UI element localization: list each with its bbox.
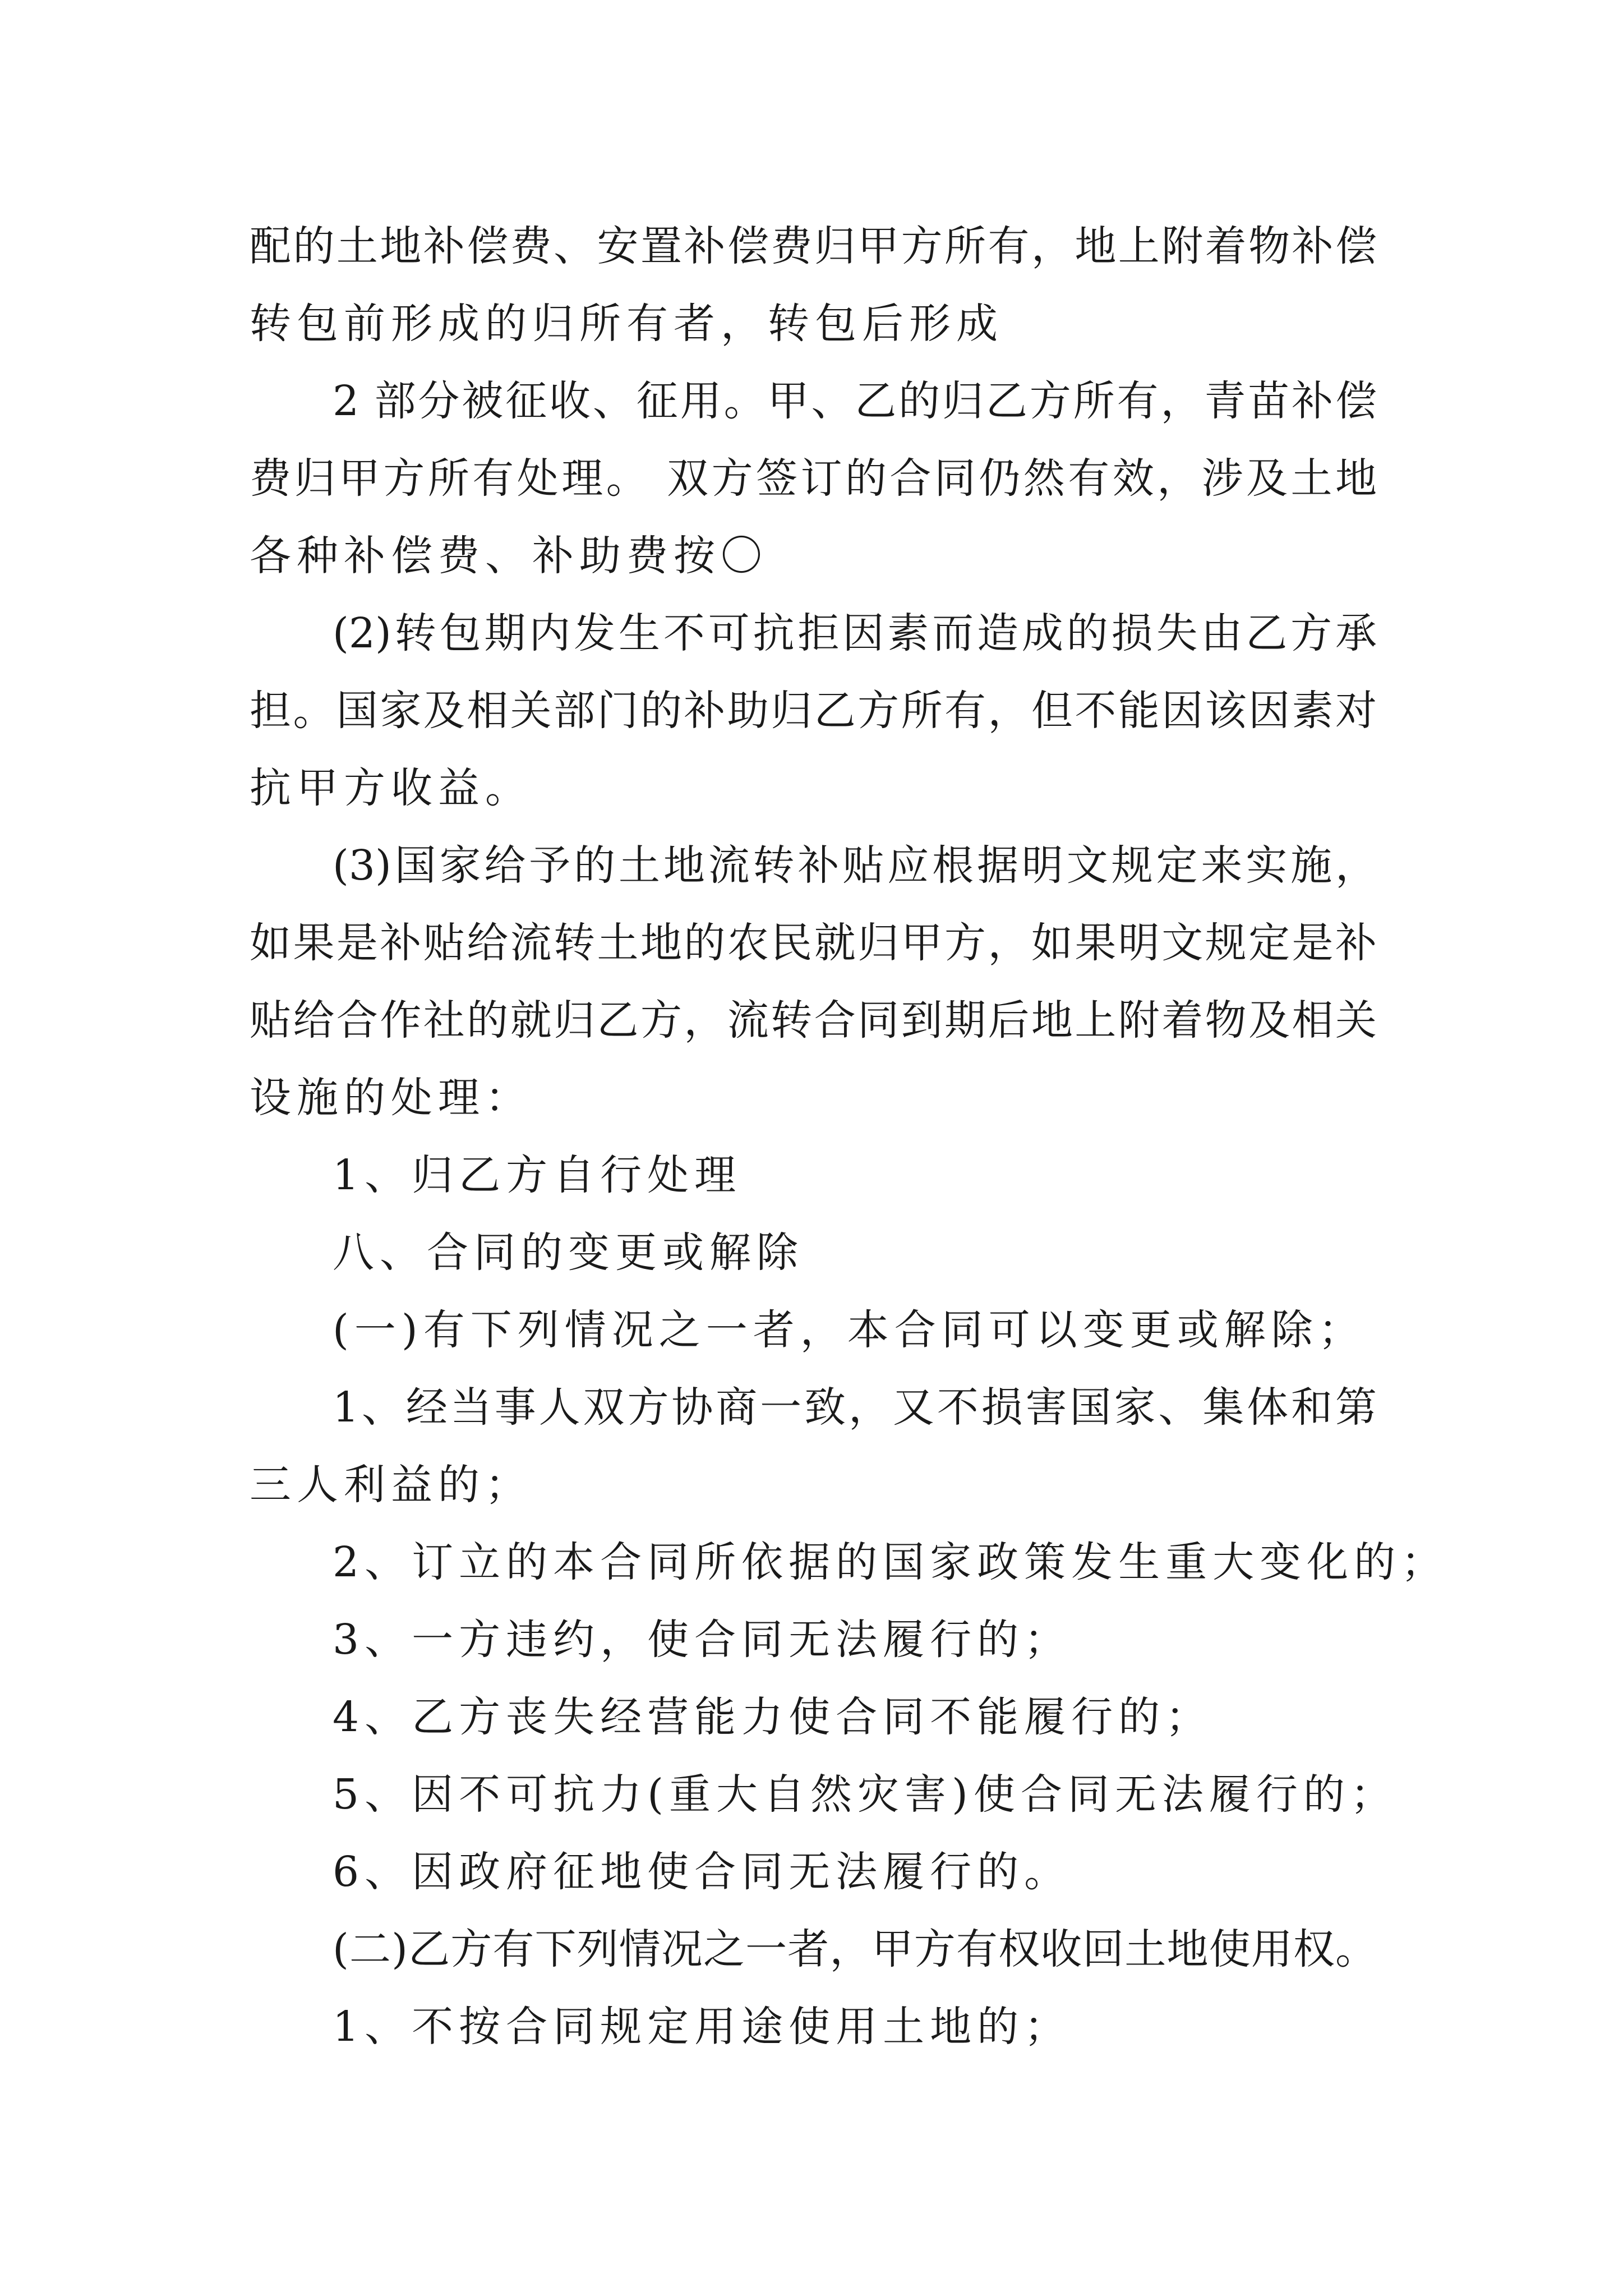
text-line: 1、归乙方自行处理 [333, 1151, 742, 1199]
text-line: 6、因政府征地使合同无法履行的。 [333, 1848, 1072, 1896]
text-line: (3)国家给予的土地流转补贴应根据明文规定来实施， [333, 841, 1377, 890]
text-line: 担。国家及相关部门的补助归乙方所有，但不能因该因素对 [250, 687, 1377, 735]
text-line: (一)有下列情况之一者，本合同可以变更或解除； [333, 1306, 1366, 1354]
text-line: 费归甲方所有处理。 双方签订的合同仍然有效，涉及土地 [250, 454, 1377, 503]
text-line: 贴给合作社的就归乙方，流转合同到期后地上附着物及相关 [250, 996, 1377, 1045]
text-line: 1、不按合同规定用途使用土地的； [333, 2003, 1072, 2051]
text-line: (二)乙方有下列情况之一者，甲方有权收回土地使用权。 [333, 1925, 1377, 1973]
text-line: 4、乙方丧失经营能力使合同不能履行的； [333, 1693, 1213, 1741]
text-line: 八、合同的变更或解除 [333, 1228, 804, 1277]
text-line: 如果是补贴给流转土地的农民就归甲方，如果明文规定是补 [250, 919, 1377, 967]
text-line: 3、一方违约，使合同无法履行的； [333, 1616, 1072, 1664]
text-line: 转包前形成的归所有者，转包后形成 [250, 300, 1003, 348]
document-body [250, 208, 1449, 2065]
text-line: 三人利益的； [250, 1461, 532, 1509]
text-line: 2、订立的本合同所依据的国家政策发生重大变化的； [333, 1538, 1449, 1586]
text-line: 2 部分被征收、征用。甲、乙的归乙方所有，青苗补偿 [333, 377, 1377, 425]
text-line: 抗甲方收益。 [250, 764, 532, 812]
text-line: 5、因不可抗力(重大自然灾害)使合同无法履行的； [333, 1770, 1398, 1819]
text-line: 各种补偿费、补助费按〇 [250, 532, 768, 580]
text-line: 设施的处理： [250, 1074, 532, 1122]
text-line: 1、经当事人双方协商一致，又不损害国家、集体和第 [333, 1383, 1377, 1432]
text-line: (2)转包期内发生不可抗拒因素而造成的损失由乙方承 [333, 609, 1377, 657]
text-line: 配的土地补偿费、安置补偿费归甲方所有，地上附着物补偿 [250, 222, 1377, 270]
